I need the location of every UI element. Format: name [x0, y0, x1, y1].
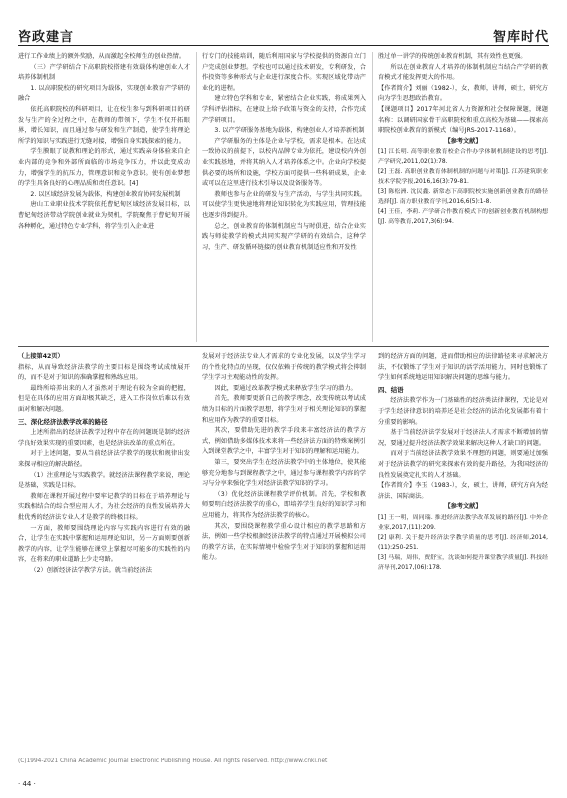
paragraph: 其次，要借助先进的教学手段来丰富经济法的教学方式，例如借助多媒体技术来将一些经济法方面的特殊案例引入到课堂教学之中，丰富学生对于知识的理解和运用能力。 [202, 427, 366, 456]
paragraph: 建立特色学科和专业，紧密结合企业实践，将成果列入学科评估指标，在建设上给予政策与资金的支持，合作完成产学研项目。 [202, 95, 366, 124]
page-number: · 44 · [18, 780, 36, 788]
paragraph: 基于当前经济法学发展对于经济法人才需求不断增加的情况，要通过提升经济法教学效果来解决这种人才缺口的问题。 [378, 429, 548, 447]
paragraph: 所以在创业教育人才培养的体制机制应当结合产学研的教育模式才能发挥更大的作用。 [378, 63, 548, 82]
subsection-heading: 1. 以高职院校的研究项目为载体，实现创业教育产学研的融合 [18, 84, 190, 103]
paragraph: 对于上述问题，要从当前经济法学教学的现状和规律出发来探寻相应的解决路径。 [18, 450, 190, 468]
header-right-title: 智库时代 [492, 30, 549, 45]
paragraph: 总之，创业教育的体制机制应当与时俱进，结合企业实践与师徒教学的模式共同实现产学研的有效结合，这种学习，生产、研发循环链接的创业教育机制适应性和开发性 [202, 222, 366, 251]
paragraph: 依托高职院校的科研项目，让在校生参与到科研项目的研发与生产的全过程之中，在教师的带领下，学生不仅开拓眼界，增长知识，而且通过参与研发和生产制造，使学生将理论所学的知识与实践进行无缝对接，增强自身实践探索的能力。 [18, 105, 190, 145]
paragraph: 上述所指出的经济法教学过程中存在的问题既是制约经济学良好效果实现的重要因素，也是经济法改革的重点所在。 [18, 429, 190, 447]
paragraph: 学生膜眼了说教和理论的形式，通过实践亲身体验来自企业内部的竞争和外部所面临的市场竞争压力，并以此变成动力，增强学生的抗压力，管理意识和竞争意识。使有创业梦想的学生具备良好的心理品质和责任意识。[4] [18, 148, 190, 188]
paragraph: 而对于当前经济法教学效果不理想的问题，则要通过加强对于经济法教学的研究来探索有效的提升路径，为我国经济的良性发展奠定扎实的人才基础。 [378, 450, 548, 479]
paragraph: 产学研服务的主体是企业与学校，需求是根本。在达成一致协议的前提下，以校内品牌专业为依托，建设校内外创业实践基地，并将其纳入人才培养体系之中。企业向学校提供必要的场所和设施，学校方面可提供一些科研成果，企业或可以在这里进行技术引导以及设备服务等。 [202, 137, 366, 188]
paragraph: 经济法教学作为一门基础性的经济类法律课程，无论是对于学生经济律意识的培养还是社会经济的法治化发展都有着十分重要的影响。 [378, 397, 548, 426]
continued-note: （上接第42页） [18, 353, 64, 360]
paragraph: 指标，从而导致经济法教学的主要目标是围绕考试成绩展开的，而不是对于知识的准确掌握和熟练应用。 [18, 363, 190, 382]
reference-item: [3] 陈松洲. 沈民鑫. 新常态下高职院校实施创新创业教育的路径选择[J]. 南方职业教育学刊,2016,6(5):1-8. [378, 189, 548, 206]
author-bio: 【作者简介】李玉（1983-），女，硕士，讲师，研究方向为经济法、国际商法。 [378, 482, 548, 500]
paragraph: 教师也参与企业的研发与生产活动，与学生共同实践。可以使学生更快速地将理论知识转化为实践应用，管理技能也逐步得到提升。 [202, 190, 366, 219]
reference-item: [4] 王佳，李莉. 产学研合作教育模式下的创新创业教育机制构想[J]. 高等教育,2017,3(6):94. [378, 209, 548, 226]
paragraph: 进行工作业绩上的额外奖励，从而激起全校师生的创业热情。 [18, 53, 186, 60]
reference-item: [2] 康利. 关于提升经济法学教学质量的思考[J]. 经济师,2014,(11):250-251. [378, 534, 548, 551]
top-column-divider-1 [196, 52, 197, 342]
bottom-column-2 [202, 352, 366, 754]
paragraph: 其次，要围绕课程教学重心设计相应的教学思路和方法，例如一些学校根据经济法教学的特点通过开展模拟公司的教学方法，在实际情境中检验学生对于知识的掌握和运用能力。 [202, 522, 366, 562]
paragraph: （3）优化经济法课程教学评价机制。首先，学校和教师要明白经济法教学的重心，即培养学生良好的知识学习和应用能力，将其作为经济法教学的核心。 [202, 490, 366, 519]
paragraph: 胜过单一讲学的传统创业教育机制，其有效性也更强。 [378, 53, 527, 60]
reference-item: [3] 马瑞，周伟，贾舒宝，沈谈如何提升课堂教学质量[J]. 科技经济导刊,2017,(06):178. [378, 554, 548, 571]
header-left-title: 咨政建言 [18, 30, 75, 45]
references-title: 【参考文献】 [444, 137, 482, 145]
section-heading: 四、结语 [378, 385, 404, 394]
references-title: 【参考文献】 [444, 503, 482, 511]
copyright-footer: (C)1994-2021 China Academic Journal Electronic Publishing House. All rights reserved. http://www.cnki.net [18, 758, 328, 764]
section-heading: （三）产学研结合下高职院校搭建有效载体构建创业人才培养体制机制 [18, 63, 190, 82]
paragraph: 第三，要突出学生在经济法教学中的主体地位，使其能够充分地参与到课程教学之中，通过参与课程教学内容的学习与分享来强化学生对经济法教学知识的学习。 [202, 458, 366, 488]
reference-item: [2] 王磊. 高职创业教育体制机制的问题与对策[J]. 江苏建筑职业技术学院学报,2016,16(3):79-81. [378, 169, 548, 186]
paragraph: 到的经济方面的问题，进而借助相应的法律路径来寻求解决方法，不仅锻炼了学生对于知识的活学活用能力，同时也锻炼了学生如何系统地运用知识解决问题的思维与能力。 [378, 353, 548, 382]
paragraph: 唐山工业职业技术学院依托曹妃甸区域经济发展目标，以曹妃甸经济带动学院创业就业为契机，学院聚焦于曹妃甸开展各种孵化，通过特色专业学科，将学生引入企业进 [18, 201, 190, 230]
subsection-heading: 3. 以产学研服务基地为载体，构建创业人才培养新机制 [214, 127, 365, 135]
paragraph: 最终所培养出来的人才虽然对于理论有较为全面的把握，但是在具体的应用方面却极其缺乏，进入工作岗位后难以有效面对和解决问题。 [18, 384, 190, 413]
reference-item: [1] 王一明，周同瑞. 推进经济法教学改革发展的路径[J]. 中外企业家,2017,(11):209. [378, 514, 548, 531]
top-column-1 [18, 52, 190, 344]
paragraph: 行专门的技能培训，随后利用国家与学校提供的资源自立门户完成创业梦想。学校也可以通过技术研发，专利研发，合作投资等多种形式与企业进行深度合作。实现区域化带动产业化的进程。 [202, 53, 366, 92]
reference-item: [1] 江长明. 高等职业教育校企合作办学体制机制建设的思考[J]. 产学研究,2011,02(1):78. [378, 149, 548, 166]
paragraph: 首先，教师要更新自己的教学理念，改变传统以考试成绩为目标的片面教学思想，将学生对于相关理论知识的掌握和应用作为教学的重要目标。 [202, 395, 366, 424]
paragraph: （2）创新经济法学教学方法。就当前经济法 [30, 566, 152, 574]
author-bio: 【作者简介】刘丽（1982-），女，教师，讲师，硕士，研究方向为学生思想政治教育。 [378, 84, 548, 103]
section-heading: 三、深化经济法教学改革的路径 [18, 417, 108, 426]
paragraph: 因此，要通过改革教学模式来释放学生学习的潜力。 [214, 384, 357, 392]
subsection-heading: 2. 以区域经济发展为载体，构建创业教育协同发展机制 [30, 190, 181, 198]
paragraph: 教师在课程开展过程中要牢记教学的目标在于培养理论与实践相结合的综合型应用人才，为社会经济的良性发展培养大批优秀的经济法专业人才是教学的终极目标。 [18, 492, 190, 521]
project-info: 【课题项目】2017年河北省人力资源和社会保障课题，课题名称：以调研国家骨干高职院校和重点高校为基础——探索高职院校创业教育的新模式（编号JRS-2017-1168）。 [378, 105, 548, 135]
top-column-divider-2 [372, 52, 373, 342]
top-column-3 [378, 52, 548, 344]
paragraph: 发展对于经济法专业人才需求的专业化发展，以及学生学习的个性化特点的呈现，仅仅依赖于传统的教学模式将会抑制学生学习主观能动性的发挥。 [202, 353, 366, 382]
paragraph: （1）注重理论与实践教学。就经济法课程教学来说，理论是基础，实践是目标。 [18, 471, 190, 490]
top-column-2 [202, 52, 366, 344]
header-rule [18, 45, 549, 46]
article-separator [18, 346, 549, 347]
bottom-column-3 [378, 352, 548, 754]
paragraph: 一方面，教师要围绕理论内容与实践内容进行有效的融合，让学生在实践中掌握和运用理论知识，另一方面则要创新教学的内容，让学生能够在课堂上掌握尽可能多的实践性的内容，在将来的职业道路上少走弯路。 [18, 524, 190, 564]
bottom-column-1 [18, 352, 190, 754]
